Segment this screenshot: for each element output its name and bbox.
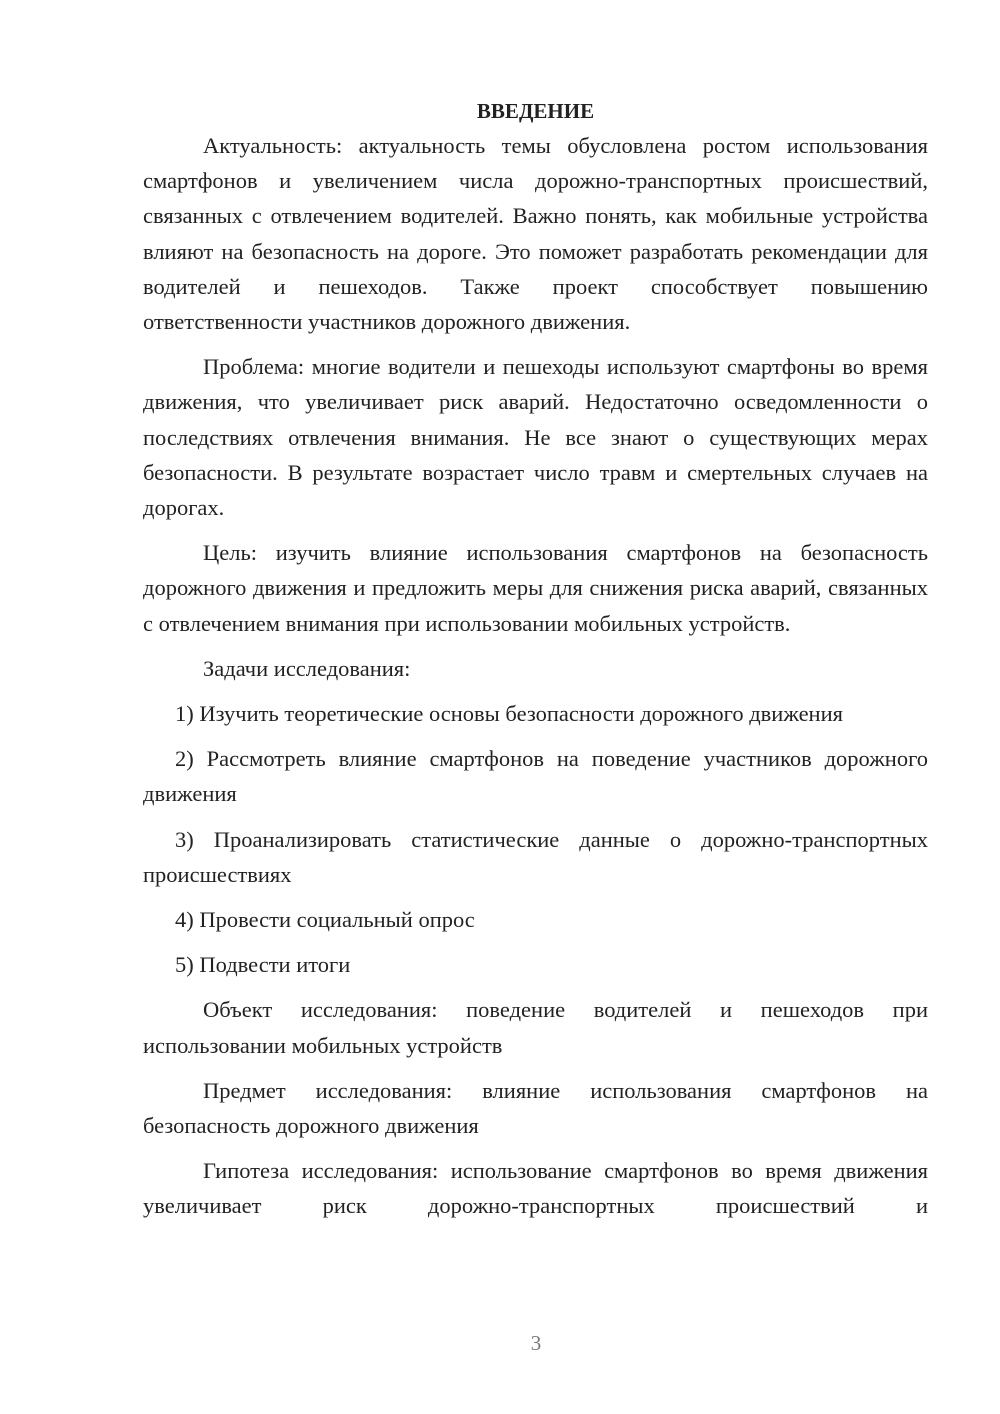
page-number: 3 [530, 1331, 542, 1355]
task-item: 3) Проанализировать статистические данные о дорожно-транспортных происшествиях [143, 826, 928, 887]
tasks-heading: Задачи исследования: [203, 655, 411, 681]
problem-paragraph: Проблема: многие водители и пешеходы используют смартфоны во время движения, что увеличивает риск аварий. Недостаточно осведомленности о последствиях отвлечения внимания. Не все знают о существующих мерах безопасности. В результате возрастает число травм и смертельных случаев на дорогах. [143, 354, 928, 521]
section-title: ВВЕДЕНИЕ [476, 99, 595, 123]
task-item: 4) Провести социальный опрос [175, 907, 475, 933]
task-item: 5) Подвести итоги [175, 952, 351, 978]
goal-paragraph: Цель: изучить влияние использования смартфонов на безопасность дорожного движения и предложить меры для снижения риска аварий, связанных с отвлечением внимания при использовании мобильных устройств. [143, 540, 928, 636]
object-paragraph: Объект исследования: поведение водителей и пешеходов при использовании мобильных устройств [143, 997, 928, 1058]
task-item: 2) Рассмотреть влияние смартфонов на поведение участников дорожного движения [143, 746, 928, 807]
subject-paragraph: Предмет исследования: влияние использования смартфонов на безопасность дорожного движения [143, 1077, 928, 1139]
relevance-paragraph: Актуальность: актуальность темы обусловлена ростом использования смартфонов и увеличением числа дорожно-транспортных происшествий, связанных с отвлечением водителей. Важно понять, как мобильные устройства влияют на безопасность на дороге. Это поможет разработать рекомендации для водителей и пешеходов. Также проект способствует повышению ответственности участников дорожного движения. [143, 133, 928, 335]
document-body [143, 94, 928, 1234]
hypothesis-paragraph: Гипотеза исследования: использование смартфонов во время движения увеличивает риск дорожно-транспортных происшествий и [143, 1158, 928, 1219]
task-item: 1) Изучить теоретические основы безопасности дорожного движения [175, 701, 843, 727]
